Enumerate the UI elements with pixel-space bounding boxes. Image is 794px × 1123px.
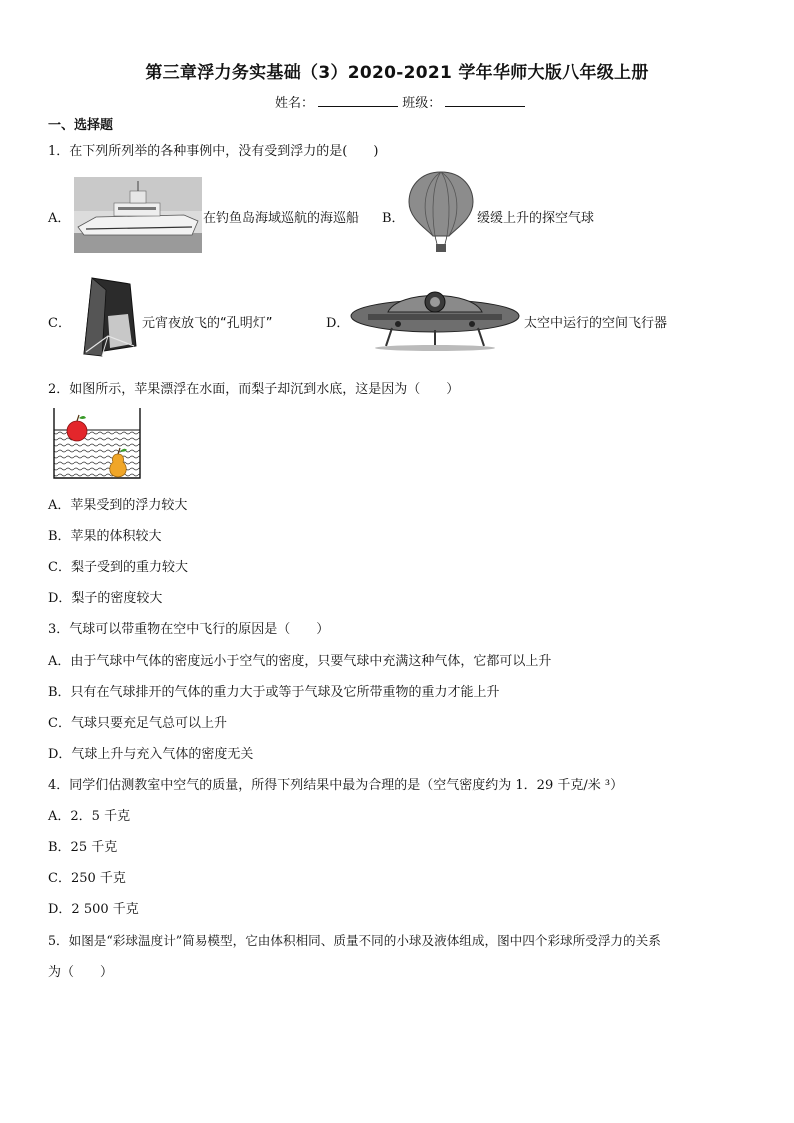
page-title: 第三章浮力务实基础（3）2020-2021 学年华师大版八年级上册 [145,63,649,83]
section-heading: 一、选择题 [48,118,114,133]
q3-option-d: D．气球上升与充入气体的密度无关 [48,747,254,762]
q1-option-b-letter: B． [382,211,405,226]
student-info-line [275,92,525,111]
q3-option-b: B．只有在气球排开的气体的重力大于或等于气球及它所带重物的重力才能上升 [48,685,500,700]
q3-option-c: C．气球只要充足气总可以上升 [48,716,227,731]
q2-option-a: A．苹果受到的浮力较大 [48,498,188,513]
q2-option-d: D．梨子的密度较大 [48,591,163,606]
class-blank[interactable] [445,95,525,107]
q1-option-c-letter: C． [48,316,71,331]
q1-option-c-text: 元宵夜放飞的“孔明灯” [142,316,273,331]
name-label: 姓名： [275,96,315,111]
question-2-stem: 2．如图所示，苹果漂浮在水面，而梨子却沉到水底，这是因为（ ） [48,382,460,397]
q1-option-a-letter: A． [48,211,71,226]
question-4-stem: 4．同学们估测教室中空气的质量，所得下列结果中最为合理的是（空气密度约为 1．29 千克/米 ³） [48,778,624,793]
question-5-stem-line-1: 5．如图是“彩球温度计”简易模型，它由体积相同、质量不同的小球及液体组成，图中四个彩球所受浮力的关系 [48,933,661,948]
spacecraft-image [348,280,522,352]
q1-option-d-letter: D． [326,316,350,331]
q4-option-a: A．2．5 千克 [48,809,131,824]
q1-option-b-caption: 缓缓上升的探空气球 [477,211,595,226]
q1-option-d-text: 太空中运行的空间飞行器 [524,316,668,331]
q4-option-d: D．2 500 千克 [48,902,139,917]
patrol-ship-image [74,177,202,253]
class-label: 班级： [402,96,442,111]
q3-option-a: A．由于气球中气体的密度远小于空气的密度，只要气球中充满这种气体，它都可以上升 [48,654,552,669]
q4-option-c: C．250 千克 [48,871,126,886]
q1-option-a-text: 在钓鱼岛海域巡航的海巡船 [203,211,360,226]
question-1-stem: 1．在下列所列举的各种事例中，没有受到浮力的是( ) [48,144,379,159]
name-blank[interactable] [318,95,398,107]
q4-option-b: B．25 千克 [48,840,118,855]
q2-option-c: C．梨子受到的重力较大 [48,560,188,575]
q2-option-b: B．苹果的体积较大 [48,529,162,544]
question-3-stem: 3．气球可以带重物在空中飞行的原因是（ ） [48,622,330,637]
question-5-stem-line-2: 为（ ） [48,965,114,980]
hot-air-balloon-image [405,170,477,254]
apple-pear-beaker-diagram [50,406,144,482]
sky-lantern-image [78,276,140,358]
